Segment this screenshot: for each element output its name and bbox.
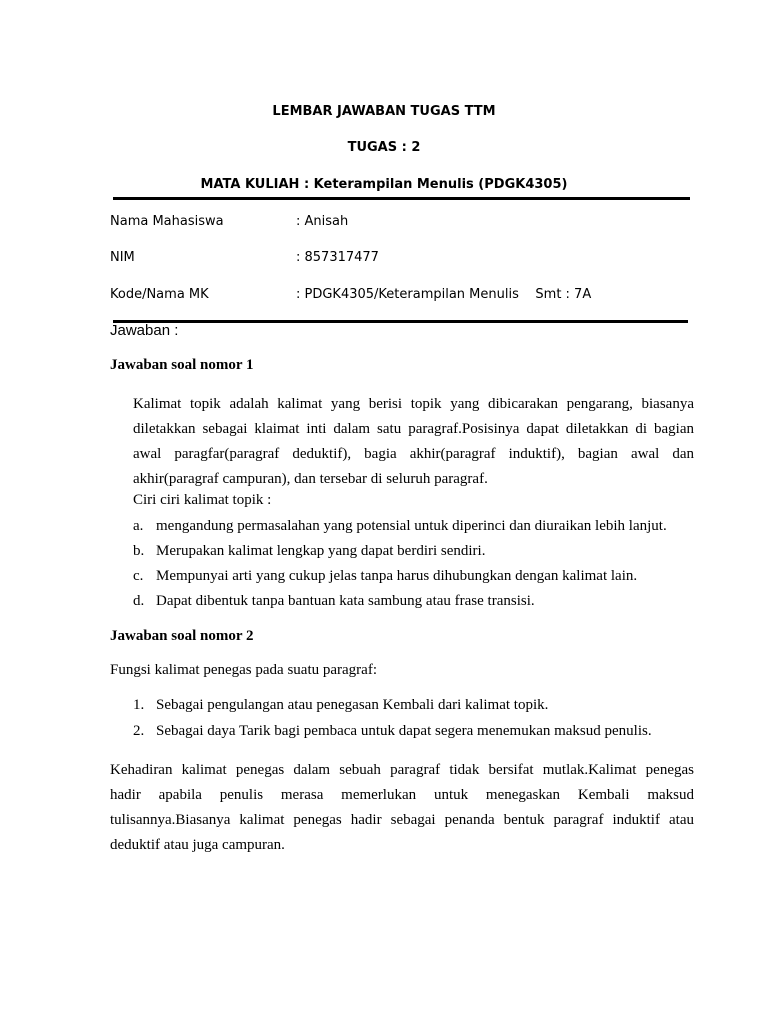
q2-paragraph-line: tulisannya.Biasanya kalimat penegas hadir sebagai penanda bentuk paragraf induktif atau: [110, 812, 694, 828]
q1-paragraph-line: awal paragfar(paragraf deduktif), bagia akhir(paragraf induktif), bagian awal dan: [133, 446, 694, 462]
info-label-nim: NIM: [110, 250, 135, 265]
document-title: LEMBAR JAWABAN TUGAS TTM: [272, 104, 496, 119]
info-value-course-code: : PDGK4305/Keterampilan Menulis Smt : 7A: [296, 287, 592, 302]
info-value-nim: : 857317477: [296, 250, 379, 265]
header-rule-bottom: [113, 320, 688, 323]
q1-paragraph-line: akhir(paragraf campuran), dan tersebar di seluruh paragraf.: [133, 471, 488, 487]
list-item: Dapat dibentuk tanpa bantuan kata sambung atau frase transisi.: [156, 593, 535, 609]
q2-intro: Fungsi kalimat penegas pada suatu paragraf:: [110, 662, 377, 678]
list-item: Mempunyai arti yang cukup jelas tanpa harus dihubungkan dengan kalimat lain.: [156, 568, 638, 584]
q2-paragraph-line: Kehadiran kalimat penegas dalam sebuah paragraf tidak bersifat mutlak.Kalimat penegas: [110, 762, 694, 778]
list-item: Merupakan kalimat lengkap yang dapat berdiri sendiri.: [156, 543, 486, 559]
q2-heading: Jawaban soal nomor 2: [110, 628, 254, 644]
info-label-course-code: Kode/Nama MK: [110, 287, 209, 302]
list-marker: d.: [133, 593, 145, 609]
assignment-number: TUGAS : 2: [347, 140, 421, 155]
q1-paragraph-line: Kalimat topik adalah kalimat yang berisi topik yang dibicarakan pengarang, biasanya: [133, 396, 694, 412]
q2-paragraph-line: hadir apabila penulis merasa memerlukan untuk menegaskan Kembali maksud: [110, 787, 694, 803]
q1-ciri-label: Ciri ciri kalimat topik :: [133, 492, 272, 508]
info-value-name: : Anisah: [296, 214, 349, 229]
q1-heading: Jawaban soal nomor 1: [110, 357, 254, 373]
list-marker: b.: [133, 543, 145, 559]
list-item: Sebagai pengulangan atau penegasan Kembali dari kalimat topik.: [156, 697, 549, 713]
answers-label: Jawaban :: [110, 322, 179, 339]
course-title: MATA KULIAH : Keterampilan Menulis (PDGK4305): [200, 177, 568, 192]
list-marker: 2.: [133, 723, 145, 739]
header-rule-top: [113, 197, 690, 200]
q1-paragraph-line: diletakkan sebagai klaimat inti dalam satu paragraf.Posisinya dapat diletakkan di bagian: [133, 421, 694, 437]
list-item: Sebagai daya Tarik bagi pembaca untuk dapat segera menemukan maksud penulis.: [156, 723, 652, 739]
info-label-name: Nama Mahasiswa: [110, 214, 224, 229]
list-marker: a.: [133, 518, 144, 534]
q2-paragraph-line: deduktif atau juga campuran.: [110, 837, 285, 853]
list-marker: 1.: [133, 697, 145, 713]
list-item: mengandung permasalahan yang potensial untuk diperinci dan diuraikan lebih lanjut.: [156, 518, 667, 534]
list-marker: c.: [133, 568, 144, 584]
